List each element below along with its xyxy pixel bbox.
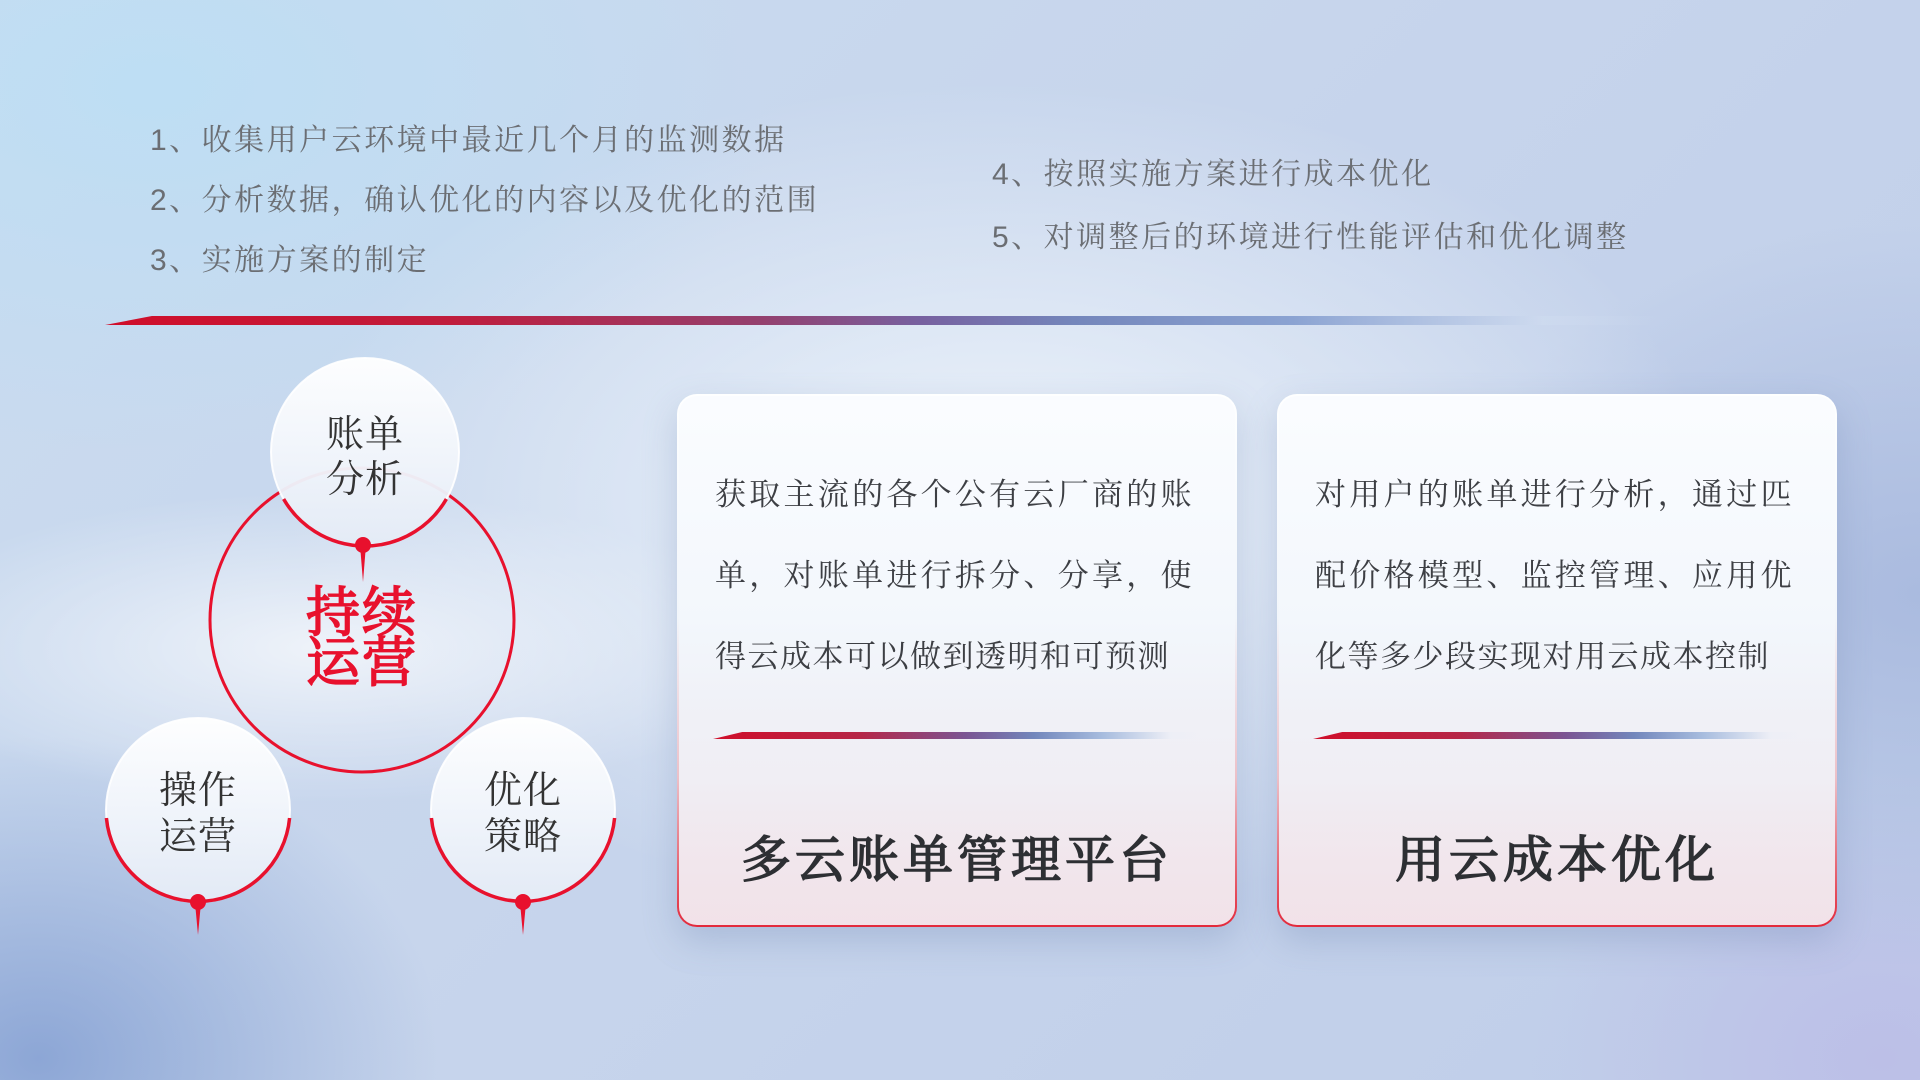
node-bill-analysis-label-line1: 账单	[325, 414, 405, 456]
node-operation-label-line1: 操作	[158, 770, 238, 812]
node-dot-bottom-left	[190, 894, 206, 910]
step-2: 2、分析数据，确认优化的内容以及优化的范围	[150, 184, 820, 217]
card-multicloud-billing-inner	[679, 396, 1235, 925]
cycle-center-label-line2: 运营	[306, 633, 418, 693]
node-dot-bottom-right	[515, 894, 531, 910]
card-multicloud-billing-divider	[713, 732, 1200, 739]
process-steps-left	[150, 111, 819, 291]
section-divider-line	[105, 316, 1668, 325]
card-multicloud-billing-description: 获取主流的各个公有云厂商的账单，对账单进行拆分、分享，使得云成本可以做到透明和可预测	[715, 477, 1193, 674]
step-4: 4、按照实施方案进行成本优化	[992, 158, 1434, 191]
card-cost-optimization-divider	[1313, 732, 1800, 739]
cycle-diagram	[90, 350, 650, 950]
node-dot-bottom-left-tail	[196, 908, 201, 935]
card-multicloud-billing-title: 多云账单管理平台	[741, 832, 1173, 888]
card-cost-optimization	[1277, 394, 1837, 927]
card-cost-optimization-description: 对用户的账单进行分析，通过匹配价格模型、监控管理、应用优化等多少段实现对用云成本控制	[1315, 477, 1793, 674]
node-strategy-label-line2: 策略	[483, 816, 563, 858]
cycle-center-label-line1: 持续	[306, 583, 418, 643]
card-cost-optimization-title: 用云成本优化	[1395, 832, 1719, 888]
card-cost-optimization-inner	[1279, 396, 1835, 925]
node-bill-analysis-label-line2: 分析	[325, 459, 405, 501]
card-multicloud-billing	[677, 394, 1237, 927]
node-dot-top	[355, 537, 371, 553]
step-3: 3、实施方案的制定	[150, 244, 430, 277]
node-strategy-label-line1: 优化	[483, 770, 563, 812]
step-5: 5、对调整后的环境进行性能评估和优化调整	[992, 221, 1629, 254]
process-steps-right	[992, 143, 1629, 269]
node-dot-top-tail	[361, 551, 366, 582]
node-operation-label-line2: 运营	[158, 816, 238, 858]
node-dot-bottom-right-tail	[521, 908, 526, 935]
step-1: 1、收集用户云环境中最近几个月的监测数据	[150, 124, 787, 157]
